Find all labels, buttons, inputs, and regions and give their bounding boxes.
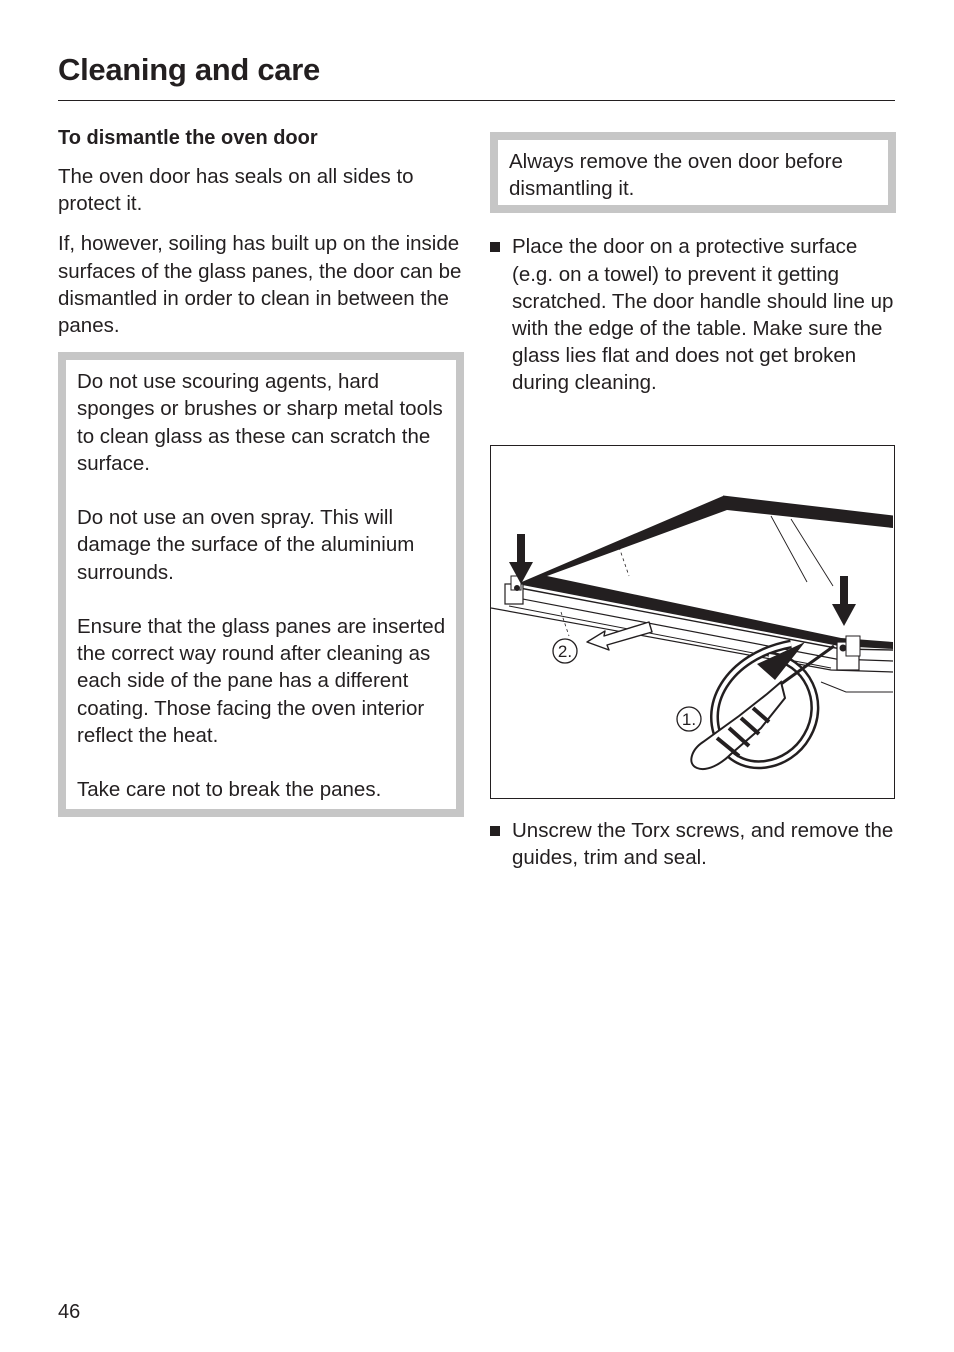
glass-reflection-line <box>791 519 833 586</box>
oven-door-illustration <box>490 445 895 799</box>
soiling-paragraph: If, however, soiling has built up on the inside surfaces of the glass panes, the door can be dismantled in order to clean in between the panes. <box>58 232 462 338</box>
instruction-text: Unscrew the Torx screws, and remove the guides, trim and seal. <box>512 819 894 870</box>
glass-reflection-line <box>561 612 569 636</box>
bullet-square-icon <box>490 242 500 252</box>
warning-box <box>58 352 464 817</box>
instruction-text: Place the door on a protective surface (e.g. on a towel) to prevent it getting scratched. The door handle should line up with the edge of the table. Make sure the glass lies flat and does not get broken during cleaning. <box>512 235 894 395</box>
glass-reflection-line <box>771 516 807 582</box>
warning-break-panes-text: Take care not to break the panes. <box>77 778 382 802</box>
table-front-edge <box>821 682 893 692</box>
warning-glass-orientation-text: Ensure that the glass panes are inserted the correct way round after cleaning as each side of the pane has a different coating. Those facing the oven interior reflect the heat. <box>77 615 446 747</box>
step-1-label: 1. <box>681 710 697 729</box>
warning-oven-spray-text: Do not use an oven spray. This will damage the surface of the aluminium surrounds. <box>77 506 415 584</box>
note-text: Always remove the oven door before dismantling it. <box>509 150 843 201</box>
page-number: 46 <box>58 1301 81 1323</box>
note-box <box>490 132 896 213</box>
warning-scouring-text: Do not use scouring agents, hard sponges or brushes or sharp metal tools to clean glass as these can scratch the surface. <box>77 370 443 475</box>
intro-paragraph: The oven door has seals on all sides to protect it. <box>58 165 414 216</box>
right-column <box>490 132 896 397</box>
title-divider <box>58 100 895 101</box>
glass-reflection-line <box>619 547 629 576</box>
instruction-place-door <box>490 233 896 396</box>
instruction-unscrew-torx <box>490 817 918 871</box>
section-heading: To dismantle the oven door <box>58 127 318 149</box>
left-column <box>58 126 464 817</box>
page-title: Cleaning and care <box>58 52 320 87</box>
bullet-square-icon <box>490 826 500 836</box>
step-2-label: 2. <box>557 642 573 661</box>
oven-door-diagram <box>491 446 893 797</box>
right-down-arrow-icon <box>832 576 856 626</box>
door-seal <box>517 496 893 649</box>
